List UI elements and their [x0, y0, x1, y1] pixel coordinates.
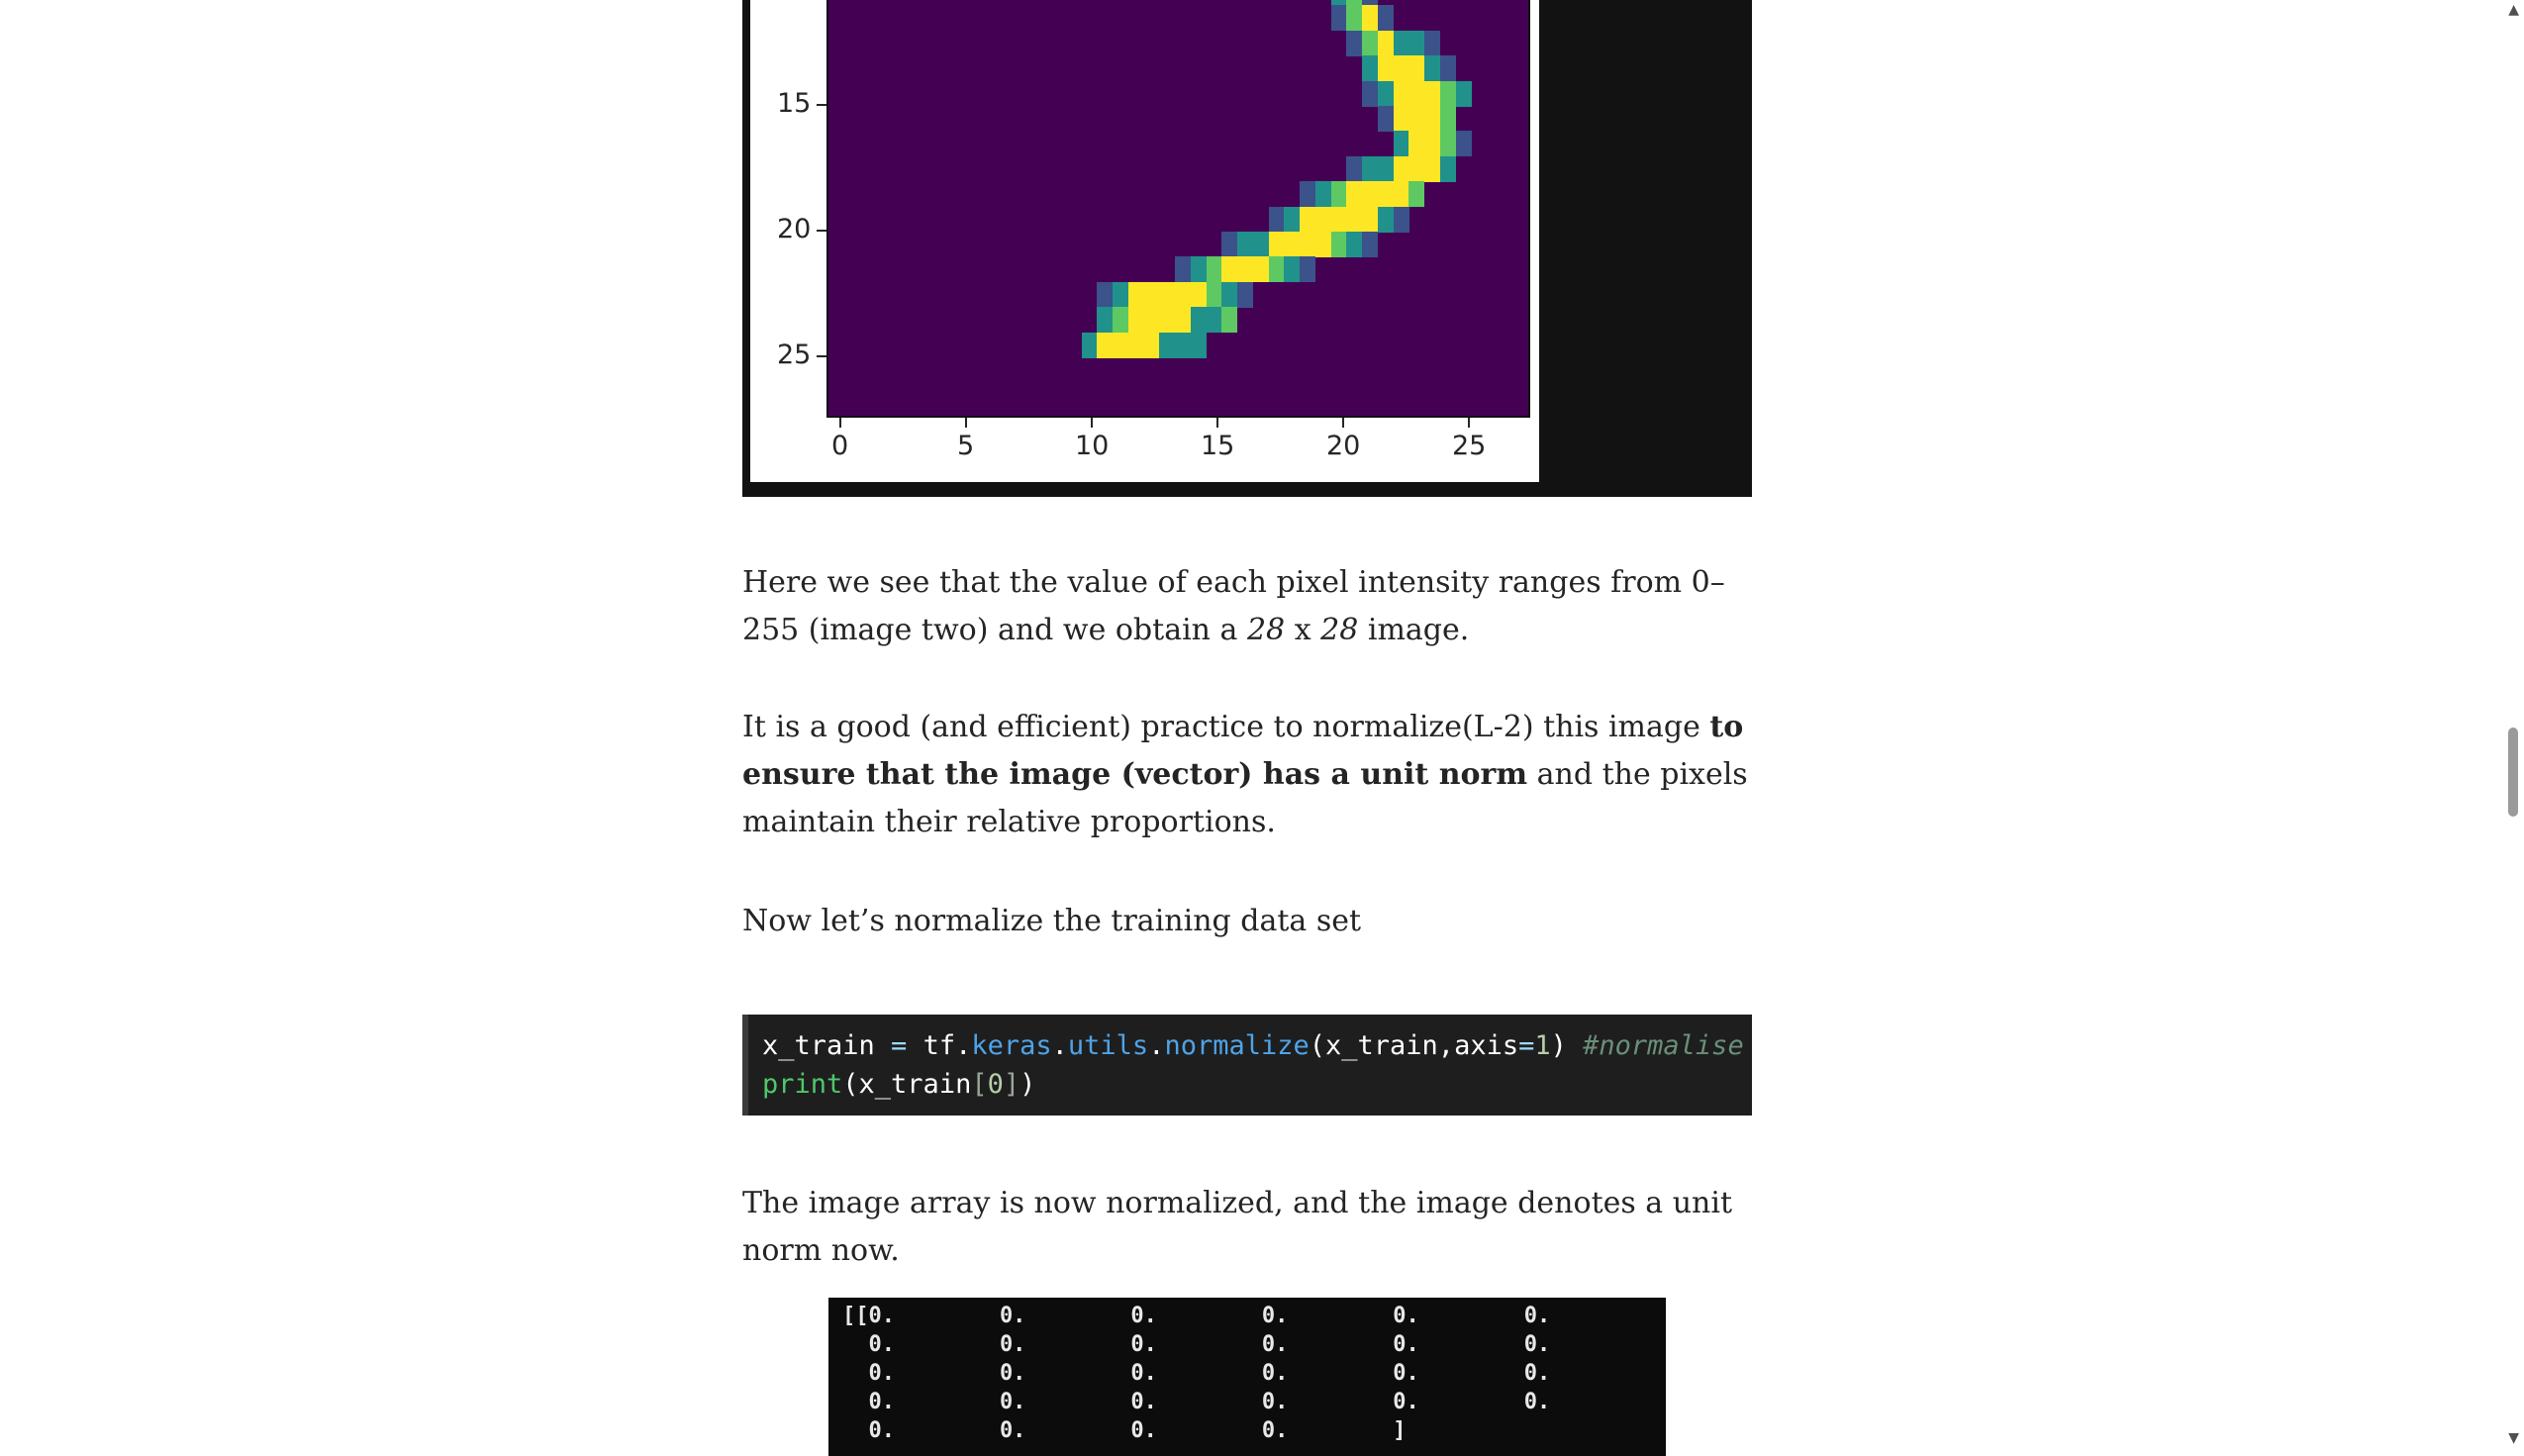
digit-pixel	[1378, 5, 1394, 31]
digit-pixel	[1456, 131, 1472, 156]
digit-pixel	[1221, 256, 1237, 282]
code-comment: #normalise	[1583, 1030, 1744, 1061]
digit-pixel	[1394, 181, 1409, 207]
x-tick-mark	[1468, 418, 1470, 428]
x-tick-mark	[839, 418, 841, 428]
x-tick-label: 25	[1452, 431, 1487, 461]
terminal-line: 0. 0. 0. 0. 0. 0.	[842, 1390, 1551, 1414]
digit-pixel	[1284, 207, 1300, 233]
code-token: print	[762, 1069, 843, 1100]
digit-pixel	[1408, 106, 1424, 132]
digit-pixel	[1362, 31, 1378, 56]
digit-pixel	[1144, 307, 1160, 333]
paragraph-text: and the pixels maintain their relative proportions.	[742, 757, 1748, 839]
digit-pixel	[1284, 232, 1300, 257]
digit-pixel	[1221, 282, 1237, 308]
y-tick-mark	[817, 355, 826, 357]
digit-pixel	[1221, 232, 1237, 257]
digit-pixel	[1237, 282, 1253, 308]
scroll-up-arrow-icon[interactable]: ▲	[2508, 2, 2519, 18]
digit-pixel	[1408, 131, 1424, 156]
x-tick-label: 20	[1326, 431, 1361, 461]
code-token: =	[1518, 1030, 1535, 1061]
paragraph-text: It is a good (and efficient) practice to normalize(L-2) this image	[742, 710, 1710, 744]
digit-pixel	[1128, 282, 1144, 308]
digit-pixel	[1144, 282, 1160, 308]
digit-pixel	[1331, 207, 1347, 233]
digit-pixel	[1440, 55, 1456, 81]
digit-pixel	[1113, 307, 1128, 333]
digit-pixel	[1394, 81, 1409, 107]
digit-pixel	[1315, 232, 1331, 257]
paragraph-pixel-range	[742, 559, 1762, 654]
bold-text: to ensure that the image (vector) has a unit norm	[742, 710, 1744, 792]
x-tick-label: 5	[957, 431, 975, 461]
terminal-line: 0. 0. 0. 0. ]	[842, 1418, 1407, 1443]
digit-pixel	[1128, 307, 1144, 333]
digit-pixel	[1346, 156, 1362, 182]
digit-pixel	[1144, 333, 1160, 358]
code-token: keras	[971, 1030, 1052, 1061]
x-tick-label: 10	[1075, 431, 1110, 461]
italic-text: 28	[1320, 613, 1359, 647]
code-token: (x_train,axis	[1309, 1030, 1519, 1061]
code-token: =	[874, 1030, 923, 1061]
digit-pixel	[1097, 307, 1113, 333]
code-token: [	[971, 1069, 988, 1100]
x-tick-mark	[1091, 418, 1093, 428]
paragraph-text: Here we see that the value of each pixel intensity ranges from 0–255 (image two) and we obtain a	[742, 565, 1725, 647]
digit-pixel	[1408, 81, 1424, 107]
digit-pixel	[1378, 106, 1394, 132]
y-tick-label: 25	[777, 340, 812, 370]
digit-pixel	[1284, 256, 1300, 282]
digit-pixel	[1424, 106, 1440, 132]
digit-pixel	[1378, 207, 1394, 233]
digit-pixel	[1440, 156, 1456, 182]
digit-pixel	[1237, 232, 1253, 257]
digit-pixel	[1362, 156, 1378, 182]
y-tick-label: 20	[777, 214, 812, 244]
digit-pixel	[1097, 333, 1113, 358]
digit-pixel	[1346, 5, 1362, 31]
digit-pixel	[1175, 282, 1191, 308]
digit-pixel	[1237, 256, 1253, 282]
x-tick-mark	[1216, 418, 1218, 428]
paragraph-normalize-practice	[742, 704, 1762, 846]
digit-pixel	[1191, 256, 1207, 282]
digit-image-figure	[742, 0, 1752, 497]
code-token: tf	[922, 1030, 956, 1061]
digit-pixel	[1378, 81, 1394, 107]
code-token: ]	[1003, 1069, 1020, 1100]
digit-pixel	[1175, 333, 1191, 358]
digit-pixel	[1440, 131, 1456, 156]
digit-pixel	[1378, 55, 1394, 81]
code-block	[742, 1015, 1752, 1116]
digit-pixel	[1191, 333, 1207, 358]
terminal-line: 0. 0. 0. 0. 0. 0.	[842, 1361, 1551, 1386]
code-token: .	[1148, 1030, 1165, 1061]
paragraph-text: x	[1285, 613, 1321, 647]
digit-pixel	[1315, 207, 1331, 233]
digit-pixel	[1346, 181, 1362, 207]
digit-image-plot	[826, 0, 1530, 418]
digit-pixel	[1424, 55, 1440, 81]
digit-pixel	[1315, 181, 1331, 207]
digit-pixel	[1207, 282, 1222, 308]
digit-pixel	[1408, 55, 1424, 81]
digit-pixel	[1362, 5, 1378, 31]
digit-pixel	[1424, 31, 1440, 56]
digit-pixel	[1221, 307, 1237, 333]
digit-pixel	[1331, 181, 1347, 207]
paragraph-normalized-result: The image array is now normalized, and the image denotes a unit norm now.	[742, 1186, 1733, 1268]
paragraph-normalize-intro: Now let’s normalize the training data set	[742, 904, 1362, 938]
y-tick-mark	[817, 104, 826, 106]
array-output-image	[828, 1298, 1666, 1456]
digit-pixel	[1440, 106, 1456, 132]
digit-pixel	[1269, 207, 1285, 233]
digit-pixel	[1362, 207, 1378, 233]
digit-pixel	[1424, 131, 1440, 156]
digit-pixel	[1269, 256, 1285, 282]
digit-pixel	[1362, 81, 1378, 107]
digit-pixel	[1362, 55, 1378, 81]
code-token: .	[1051, 1030, 1068, 1061]
code-token: (x_train	[842, 1069, 972, 1100]
digit-pixel	[1128, 333, 1144, 358]
digit-pixel	[1346, 232, 1362, 257]
digit-pixel	[1394, 131, 1409, 156]
digit-pixel	[1082, 333, 1098, 358]
digit-pixel	[1394, 55, 1409, 81]
digit-pixel	[1207, 307, 1222, 333]
digit-pixel	[1191, 282, 1207, 308]
code-token: 0	[987, 1069, 1004, 1100]
digit-pixel	[1175, 307, 1191, 333]
digit-pixel	[1362, 232, 1378, 257]
digit-pixel	[1378, 181, 1394, 207]
digit-pixel	[1331, 5, 1347, 31]
digit-pixel	[1408, 156, 1424, 182]
digit-pixel	[1113, 333, 1128, 358]
digit-pixel	[1394, 106, 1409, 132]
digit-pixel	[1440, 81, 1456, 107]
digit-pixel	[1300, 207, 1315, 233]
code-token: )	[1019, 1069, 1036, 1100]
digit-pixel	[1408, 31, 1424, 56]
digit-pixel	[1191, 307, 1207, 333]
digit-pixel	[1207, 256, 1222, 282]
digit-pixel	[1097, 282, 1113, 308]
digit-pixel	[1378, 156, 1394, 182]
digit-pixel	[1331, 232, 1347, 257]
code-token: utils	[1067, 1030, 1149, 1061]
digit-pixel	[1159, 333, 1175, 358]
code-token: normalize	[1164, 1030, 1310, 1061]
code-token: .	[955, 1030, 972, 1061]
y-tick-label: 15	[777, 88, 812, 119]
digit-pixel	[1300, 256, 1315, 282]
digit-pixel	[1424, 81, 1440, 107]
x-tick-mark	[965, 418, 967, 428]
paragraph-text: image.	[1358, 613, 1470, 647]
digit-pixel	[1300, 232, 1315, 257]
digit-pixel	[1346, 207, 1362, 233]
x-tick-mark	[1342, 418, 1344, 428]
terminal-line: [[0. 0. 0. 0. 0. 0.	[842, 1304, 1551, 1328]
digit-pixel	[1362, 181, 1378, 207]
digit-pixel	[1175, 256, 1191, 282]
x-tick-label: 0	[831, 431, 849, 461]
y-tick-mark	[817, 230, 826, 232]
x-tick-label: 15	[1201, 431, 1235, 461]
digit-pixel	[1394, 207, 1409, 233]
terminal-line: 0. 0. 0. 0. 0. 0.	[842, 1332, 1551, 1357]
digit-pixel	[1269, 232, 1285, 257]
digit-pixel	[1408, 181, 1424, 207]
italic-text: 28	[1246, 613, 1286, 647]
digit-pixel	[1159, 307, 1175, 333]
code-token: )	[1550, 1030, 1584, 1061]
digit-pixel	[1378, 31, 1394, 56]
plot-frame	[750, 0, 1539, 482]
digit-pixel	[1159, 282, 1175, 308]
digit-pixel	[1253, 232, 1269, 257]
digit-pixel	[1300, 181, 1315, 207]
digit-pixel	[1424, 156, 1440, 182]
digit-pixel	[1113, 282, 1128, 308]
digit-pixel	[1253, 256, 1269, 282]
digit-pixel	[1394, 156, 1409, 182]
digit-pixel	[1456, 81, 1472, 107]
page-scrollbar[interactable]	[2502, 0, 2524, 1450]
digit-pixel	[1394, 31, 1409, 56]
digit-pixel	[1346, 31, 1362, 56]
code-token: 1	[1534, 1030, 1551, 1061]
scroll-down-arrow-icon[interactable]: ▼	[2508, 1430, 2519, 1446]
code-token: x_train	[762, 1030, 875, 1061]
scrollbar-thumb[interactable]	[2508, 728, 2518, 817]
